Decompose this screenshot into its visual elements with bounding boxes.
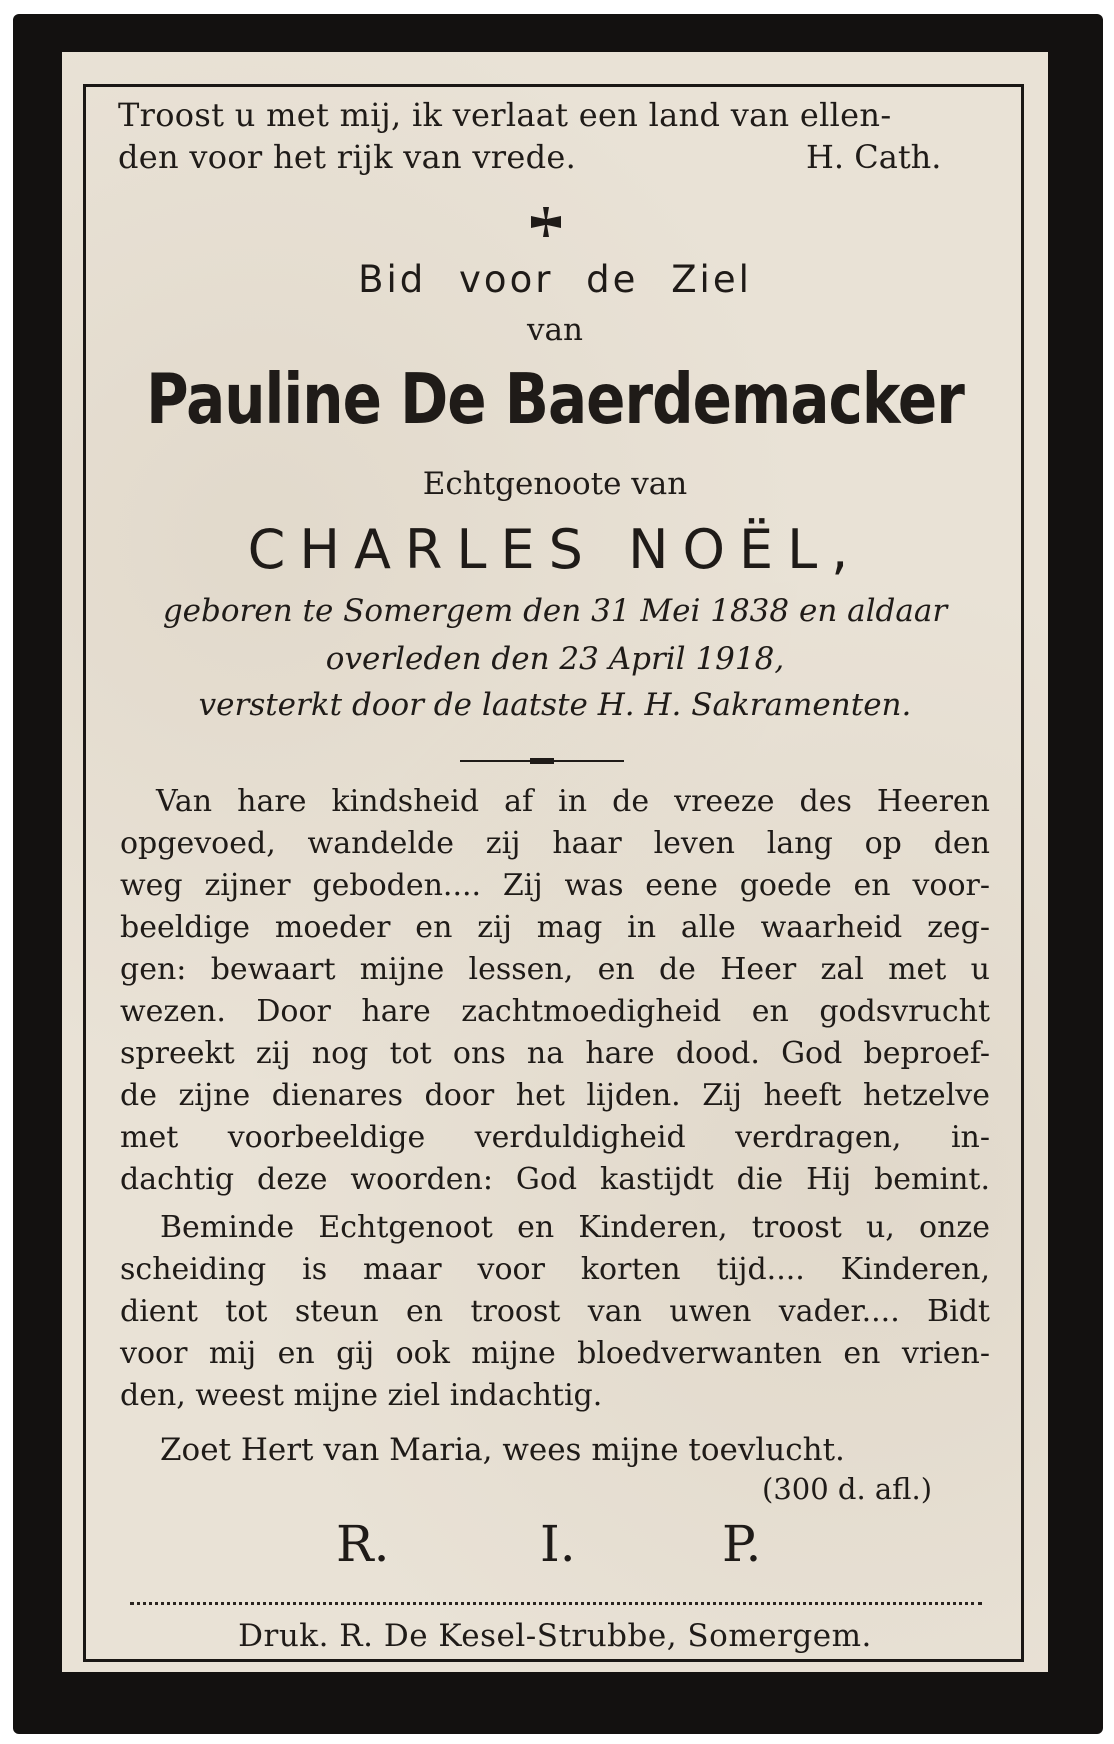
printer-credit: Druk. R. De Kesel-Strubbe, Somergem. xyxy=(238,1618,872,1654)
rip-letter: I. xyxy=(540,1515,576,1573)
paragraph-1-line: met voorbeeldige verduldigheid verdragen, in- xyxy=(120,1120,990,1155)
paragraph-1-line: Van hare kindsheid af in de vreeze des Heeren xyxy=(156,784,990,819)
dotted-rule xyxy=(130,1602,982,1605)
of-line: van xyxy=(527,312,583,348)
paragraph-1-line: spreekt zij nog tot ons na hare dood. God beproef- xyxy=(120,1036,990,1071)
epigraph-line-1: Troost u met mij, ik verlaat een land van ellen- xyxy=(118,96,892,134)
prayer-heading: Bid voor de Ziel xyxy=(358,258,752,301)
spouse-intro: Echtgenoote van xyxy=(422,466,688,502)
epigraph-author: H. Cath. xyxy=(806,138,942,176)
details-line-3: versterkt door de laatste H. H. Sakramenten. xyxy=(198,687,912,723)
paragraph-2-line: dient tot steun en troost van uwen vader.... Bidt xyxy=(120,1294,990,1329)
invocation: Zoet Hert van Maria, wees mijne toevlucht. xyxy=(160,1432,845,1468)
paragraph-1-line: weg zijner geboden.... Zij was eene goede en voor- xyxy=(120,868,990,903)
deceased-name: Pauline De Baerdemacker xyxy=(146,358,964,440)
maltese-cross-icon xyxy=(528,204,564,240)
paragraph-2-line: scheiding is maar voor korten tijd.... Kinderen, xyxy=(120,1252,990,1287)
paragraph-1-line: opgevoed, wandelde zij haar leven lang op den xyxy=(120,826,990,861)
indulgence-note: (300 d. afl.) xyxy=(762,1472,933,1506)
paragraph-1-line: gen: bewaart mijne lessen, en de Heer zal met u xyxy=(120,952,990,987)
paragraph-2-line: voor mij en gij ook mijne bloedverwanten en vrien- xyxy=(120,1336,990,1371)
details-line-2: overleden den 23 April 1918, xyxy=(325,641,785,677)
paragraph-2-line: den, weest mijne ziel indachtig. xyxy=(120,1378,603,1413)
paragraph-1-line: beeldige moeder en zij mag in alle waarheid zeg- xyxy=(120,910,990,945)
rip-letter: P. xyxy=(722,1515,762,1573)
paragraph-1-line: wezen. Door hare zachtmoedigheid en godsvrucht xyxy=(120,994,990,1029)
paragraph-2-line: Beminde Echtgenoot en Kinderen, troost u, onze xyxy=(160,1210,990,1245)
divider-ornament xyxy=(460,757,624,765)
details-line-1: geboren te Somergem den 31 Mei 1838 en aldaar xyxy=(162,593,948,629)
paragraph-1-line: dachtig deze woorden: God kastijdt die Hij bemint. xyxy=(120,1162,990,1197)
spouse-name: CHARLES NOËL, xyxy=(247,518,863,581)
epigraph-line-2: den voor het rijk van vrede. xyxy=(118,138,577,176)
rip-letter: R. xyxy=(336,1515,390,1573)
paragraph-1-line: de zijne dienares door het lijden. Zij heeft hetzelve xyxy=(120,1078,990,1113)
